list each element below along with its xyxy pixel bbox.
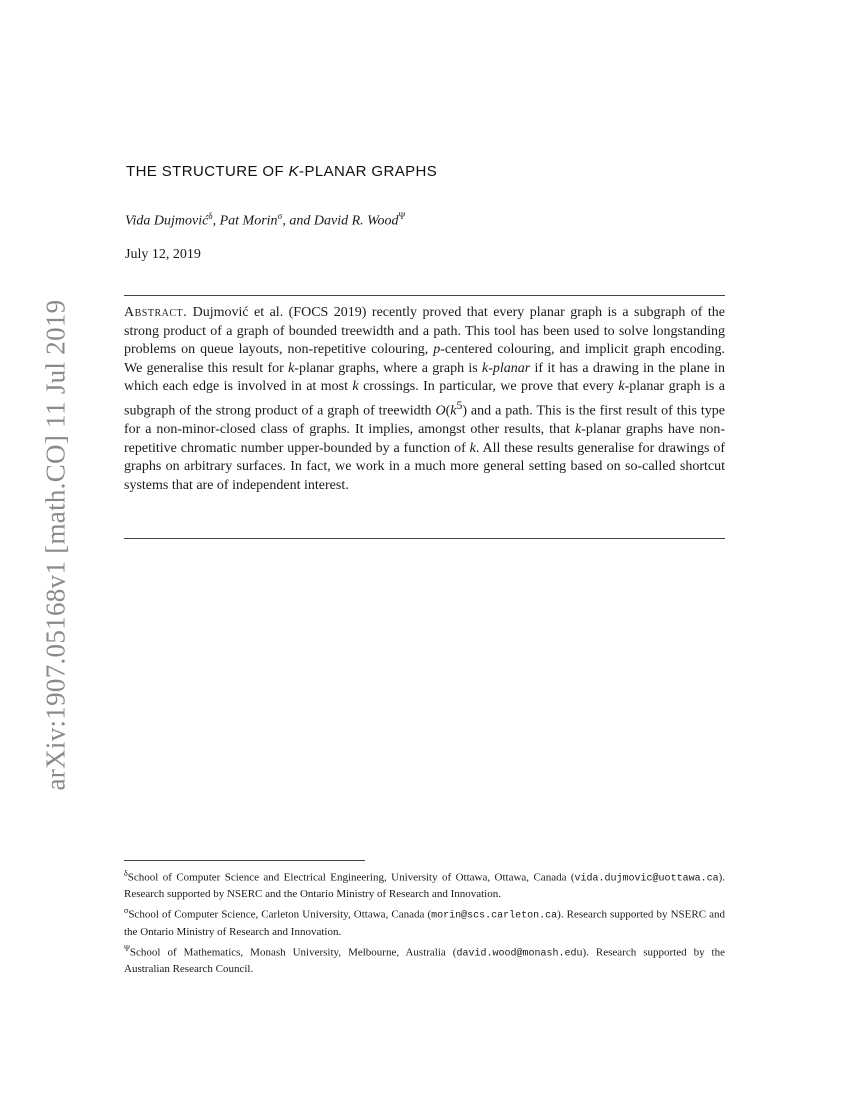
abstract-text: . All these results generalise for drawings of graphs on arbitrary surfaces. In fact, we work in a much more general setting based on so-called shortcut systems that are of independent interest. [124, 440, 725, 493]
author-name: David R. Wood [313, 213, 399, 229]
footnote-text: ). Research supported by NSERC and the Ontario Ministry of Research and Innovation. [124, 909, 725, 938]
author-name: Pat Morin [219, 213, 278, 229]
abstract-text: -planar graph is a subgraph of the strong product of a graph of treewidth [124, 379, 725, 419]
footnote-text: School of Computer Science and Electrical Engineering, University of Ottawa, Ottawa, Canada ( [127, 871, 575, 884]
author-separator: , [212, 213, 220, 229]
abstract-text: and a path. This is the first result of this type for a non-minor-closed class of graphs. It implies, amongst other results, that [124, 403, 725, 438]
abstract-top-rule [124, 295, 725, 296]
abstract-bottom-rule [124, 538, 725, 539]
paper-date: July 12, 2019 [125, 247, 201, 262]
math-var: k [450, 403, 457, 419]
author-separator: , and [282, 213, 314, 229]
email-link[interactable]: vida.dujmovic@uottawa.ca [574, 873, 719, 885]
footnote-mark: δ [124, 869, 128, 878]
abstract-text: if it has a drawing in the plane in which each edge is involved in at most [124, 360, 725, 395]
author-affiliation-mark: δ [208, 211, 213, 221]
title-prefix: THE STRUCTURE OF [126, 163, 289, 180]
author-name: Vida Dujmović [125, 213, 209, 229]
title-k-variable: K [288, 163, 300, 180]
abstract-label: Abstract. [124, 305, 188, 320]
abstract [124, 304, 725, 496]
footnote-text: ). Research supported by the Australian Research Council. [124, 946, 725, 975]
footnote-text: School of Mathematics, Monash University, Melbourne, Australia ( [129, 946, 457, 959]
paper-title [126, 163, 437, 180]
author-affiliation-mark: σ [277, 211, 283, 221]
abstract-text: -planar graphs have non-repetitive chromatic number upper-bounded by a function of [124, 422, 725, 456]
email-link[interactable]: david.wood@monash.edu [456, 948, 583, 960]
math-symbol: ( [445, 403, 451, 419]
author-list [125, 211, 405, 230]
math-var: O [435, 403, 446, 419]
footnotes [124, 866, 725, 978]
emphasized-term: k-planar [482, 360, 531, 376]
author-affiliation-mark: Ψ [398, 211, 406, 221]
math-symbol: ) [462, 403, 467, 419]
math-var: k [288, 360, 295, 376]
abstract-text: -planar graphs, where a graph is [294, 360, 483, 376]
abstract-text: Dujmović et al. (FOCS 2019) recently proved that every planar graph is a subgraph of the strong product of a graph of bounded treewidth and a path. This tool has been used to solve longstanding problems on queue layouts, non-repetitive colouring, [124, 305, 725, 358]
email-link[interactable]: morin@scs.carleton.ca [431, 911, 558, 923]
footnote-text: School of Computer Science, Carleton University, Ottawa, Canada ( [128, 909, 432, 922]
title-suffix: -PLANAR GRAPHS [299, 163, 438, 180]
math-var: k [618, 379, 625, 395]
arxiv-identifier-stamp: arXiv:1907.05168v1 [math.CO] 11 Jul 2019 [40, 299, 71, 791]
math-var: p [433, 342, 441, 358]
abstract-text: crossings. In particular, we prove that every [358, 379, 619, 395]
abstract-text: -centered colouring, and implicit graph encoding. We generalise this result for [124, 342, 726, 376]
footnote [124, 941, 725, 977]
footnote-mark: Ψ [124, 943, 130, 953]
footnote-text: ). Research supported by NSERC and the Ontario Ministry of Research and Innovation. [124, 871, 725, 901]
footnote [124, 866, 725, 902]
math-var: k [469, 440, 476, 456]
math-exponent: 5 [456, 398, 463, 412]
footnote [124, 903, 725, 939]
math-var: k [574, 422, 582, 438]
footnote-rule [124, 860, 365, 861]
math-var: k [352, 379, 359, 395]
footnote-mark: σ [124, 906, 129, 916]
